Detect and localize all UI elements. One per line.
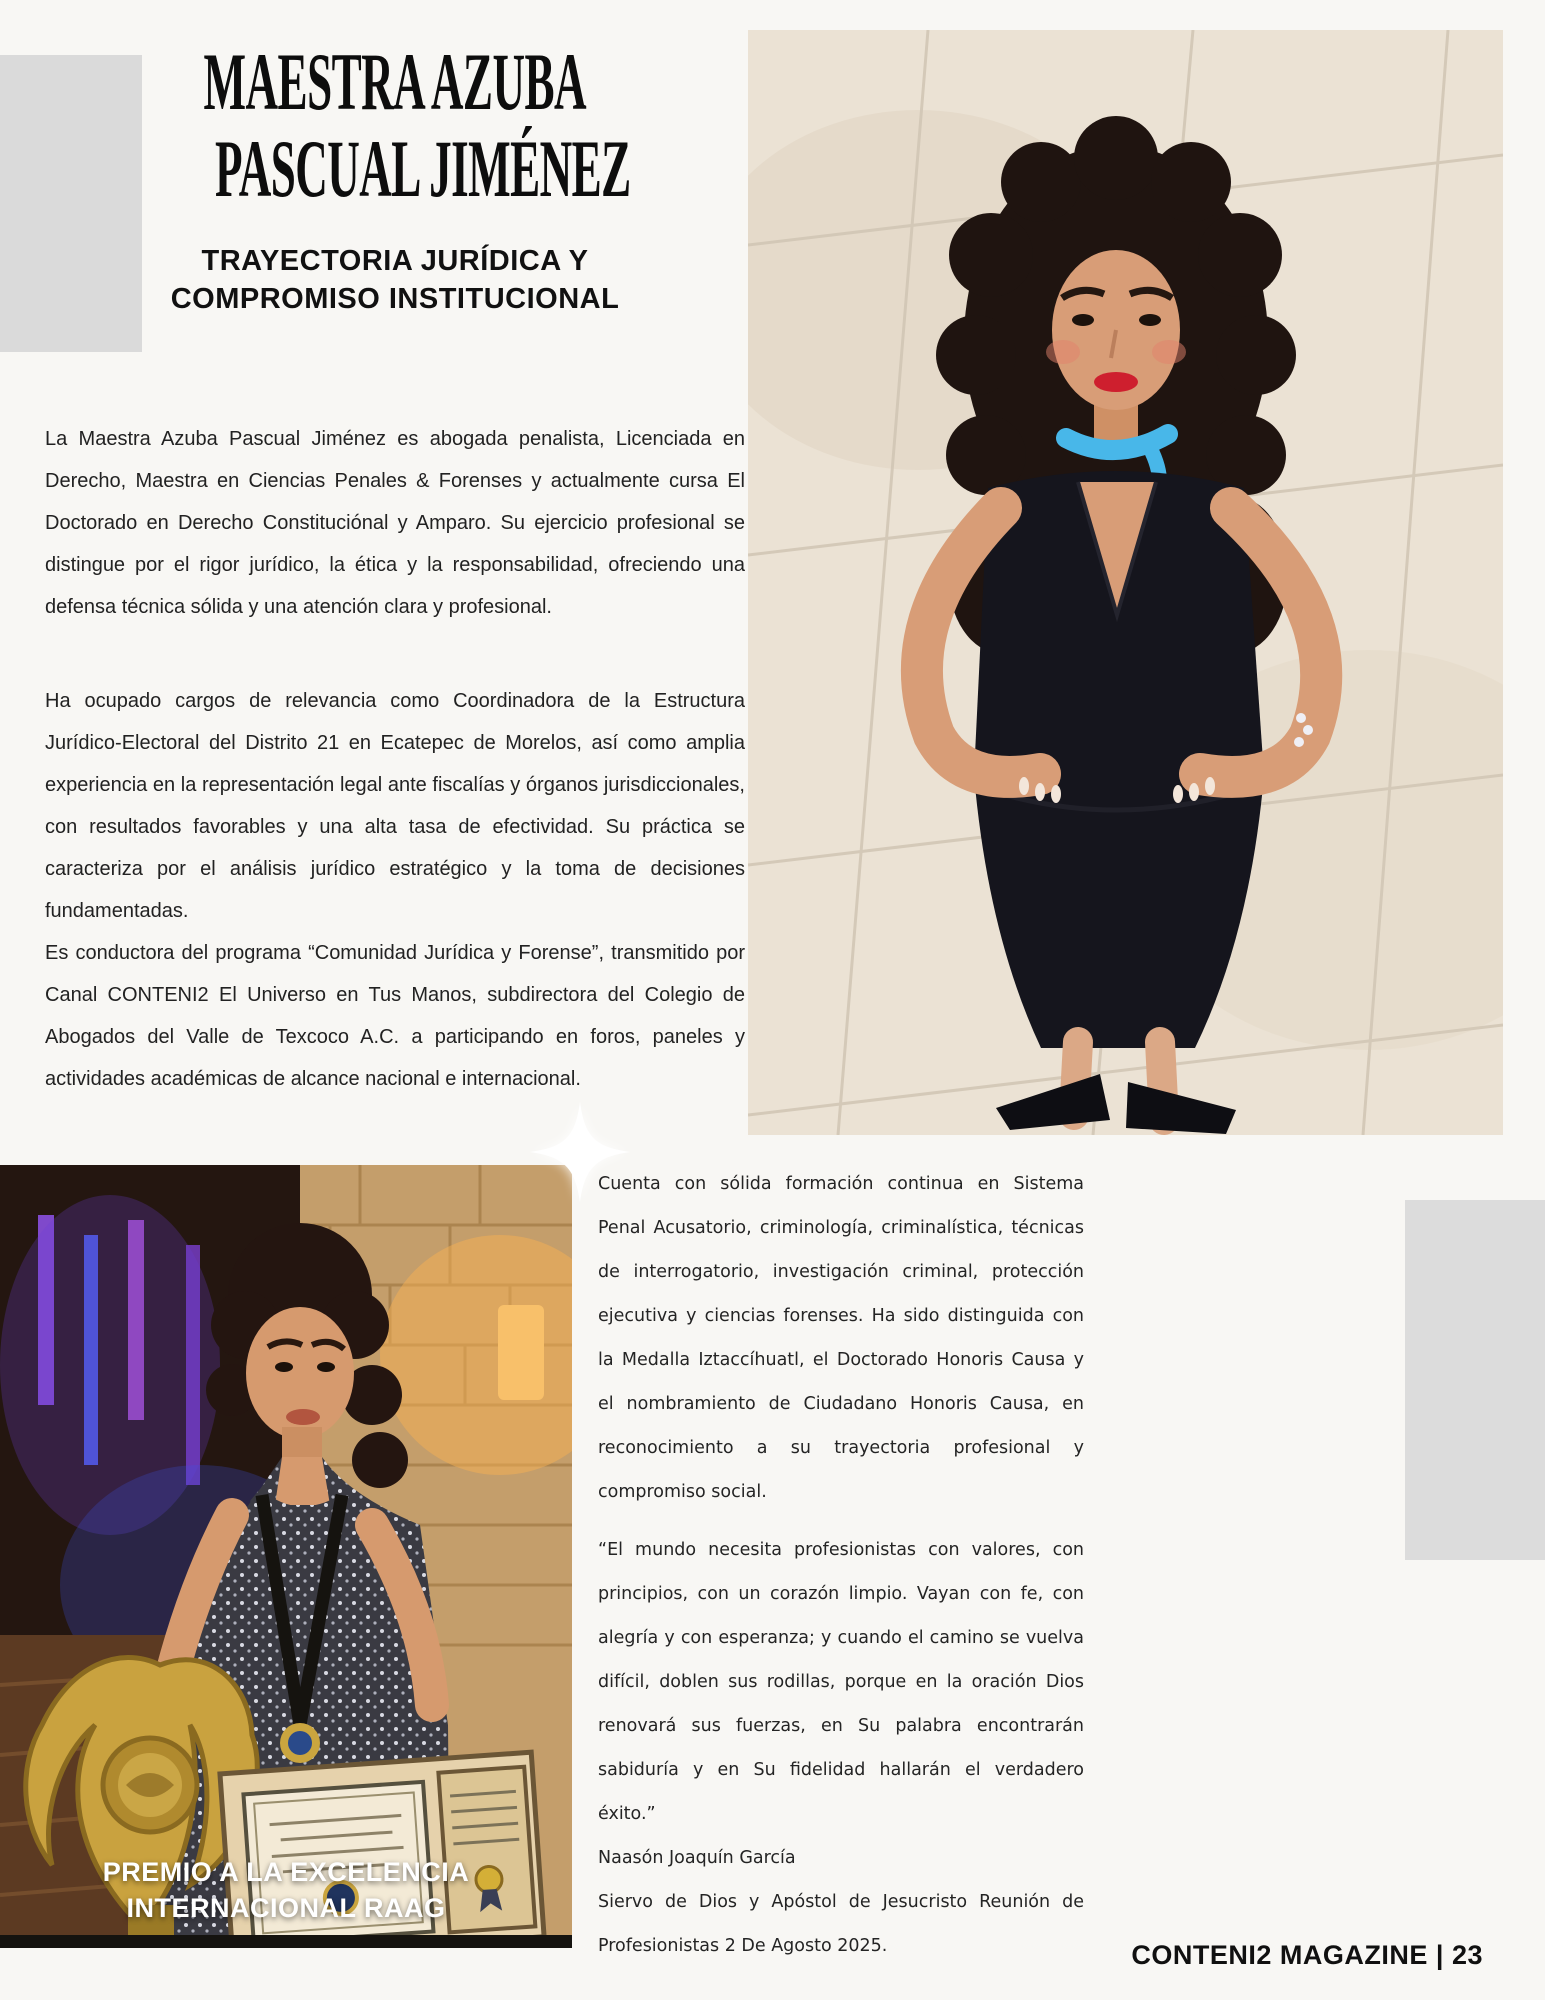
portrait-photo-illustration <box>748 30 1503 1135</box>
subtitle-line-2: COMPROMISO INSTITUCIONAL <box>170 283 620 315</box>
training-paragraph: Cuenta con sólida formación continua en Sistema Penal Acusatorio, criminología, criminalística, técnicas de interrogatorio, investigación criminal, protección ejecutiva y ciencias forenses. Ha sido distinguida con la Medalla Iztaccíhuatl, el Doctorado Honoris Causa y el nombramiento de Ciudadano Honoris Causa, en reconocimiento a su trayectoria profesional y compromiso social. <box>598 1174 1084 1502</box>
quote-paragraph: “El mundo necesita profesionistas con valores, con principios, con un corazón limpio. Vayan con fe, con alegría y con esperanza; y cuando el camino se vuelva difícil, doblen sus rodillas, porque en la oración Dios renovará sus fuerzas, en Su palabra encontrarán sabiduría y en Su fidelidad hallarán el verdadero éxito.” <box>598 1540 1084 1824</box>
caption-line-1: PREMIO A LA EXCELENCIA <box>102 1857 470 1887</box>
page-footer: CONTENI2 MAGAZINE | 23 <box>1131 1940 1483 1970</box>
bio-paragraph-3: Es conductora del programa “Comunidad Jurídica y Forense”, transmitido por Canal CONTENI2 El Universo en Tus Manos, subdirectora del Colegio de Abogados del Valle de Texcoco A.C. a participando en foros, paneles y actividades académicas de alcance nacional e internacional. <box>45 942 745 1090</box>
page-title <box>45 36 745 224</box>
quote-attribution-name: Naasón Joaquín García <box>598 1848 796 1868</box>
title-line-2: PASCUAL JIMÉNEZ <box>215 123 631 214</box>
wall-lamp <box>498 1305 544 1400</box>
award-photo-illustration <box>0 1165 572 1948</box>
page-subtitle <box>45 242 745 318</box>
bio-paragraph-2: Ha ocupado cargos de relevancia como Coordinadora de la Estructura Jurídico-Electoral del Distrito 21 en Ecatepec de Morelos, así como amplia experiencia en la representación legal ante fiscalías y órganos jurisdiccionales, con resultados favorables y una alta tasa de efectividad. Su práctica se caracteriza por el análisis jurídico estratégico y la toma de decisiones fundamentadas. <box>45 690 745 922</box>
right-column <box>598 1162 1084 1968</box>
award-photo <box>0 1165 572 1948</box>
decor-gray-block-right <box>1405 1200 1545 1560</box>
left-column <box>45 36 745 1100</box>
caption-line-2: INTERNACIONAL RAAG <box>126 1893 446 1923</box>
bio-paragraph-1: La Maestra Azuba Pascual Jiménez es abogada penalista, Licenciada en Derecho, Maestra en Ciencias Penales & Forenses y actualmente cursa El Doctorado en Derecho Constituciónal y Amparo. Su ejercicio profesional se distingue por el rigor jurídico, la ética y la responsabilidad, ofreciendo una defensa técnica sólida y una atención clara y profesional. <box>45 428 745 618</box>
lips <box>1094 372 1138 392</box>
award-photo-caption <box>0 1854 572 1926</box>
portrait-photo <box>748 30 1503 1135</box>
title-line-1: MAESTRA AZUBA <box>203 36 587 127</box>
lips <box>286 1409 320 1425</box>
subtitle-line-1: TRAYECTORIA JURÍDICA Y <box>201 245 589 277</box>
quote-attribution-role: Siervo de Dios y Apóstol de Jesucristo Reunión de Profesionistas 2 De Agosto 2025. <box>598 1892 1084 1956</box>
